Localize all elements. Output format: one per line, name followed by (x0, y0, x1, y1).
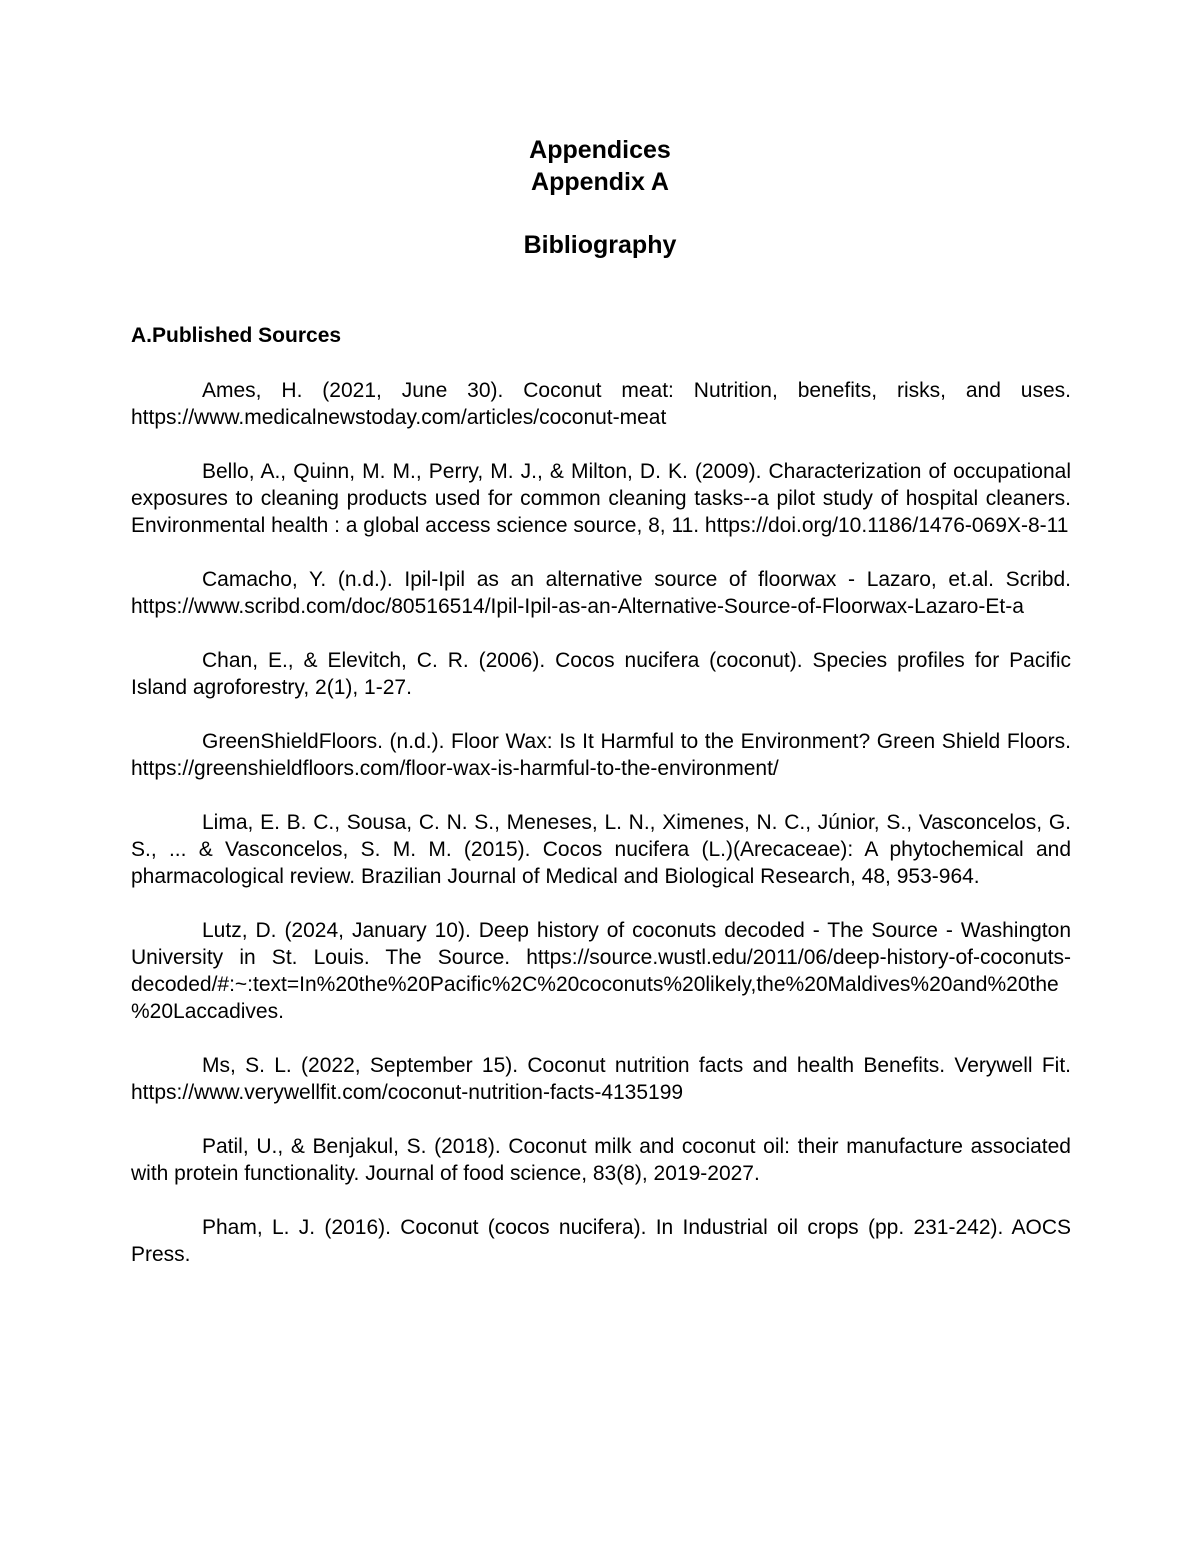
reference-list (131, 377, 1071, 1295)
page-title: Appendices (529, 136, 671, 164)
reference-entry: Chan, E., & Elevitch, C. R. (2006). Cocos nucifera (coconut). Species profiles for Pacific Island agroforestry, 2(1), 1-27. (131, 649, 1071, 699)
reference-entry: GreenShieldFloors. (n.d.). Floor Wax: Is It Harmful to the Environment? Green Shield Floors. https://greenshieldfloors.com/floor-wax-is-harmful-to-the-environment/ (131, 730, 1071, 780)
section-title: A.Published Sources (131, 324, 342, 347)
reference-entry: Lima, E. B. C., Sousa, C. N. S., Meneses, L. N., Ximenes, N. C., Júnior, S., Vasconcelos, G. S., ... & Vasconcelos, S. M. M. (2015). Cocos nucifera (L.)(Arecaceae): A phytochemical and pharmacological review. Brazilian Journal of Medical and Biological Research, 48, 953-964. (131, 811, 1071, 888)
reference-entry: Lutz, D. (2024, January 10). Deep history of coconuts decoded - The Source - Washington University in St. Louis. The Source. https://source.wustl.edu/2011/06/deep-history-of-coconuts-decoded/#:~:text=In%20the%20Pacific%2C%20coconuts%20likely,the%20Maldives%20and%20the%20Laccadives. (131, 919, 1071, 1023)
reference-entry: Camacho, Y. (n.d.). Ipil-Ipil as an alternative source of floorwax - Lazaro, et.al. Scribd. https://www.scribd.com/doc/80516514/Ipil-Ipil-as-an-Alternative-Source-of-Floorwax-Lazaro-Et-a (131, 568, 1071, 618)
appendix-label: Appendix A (531, 168, 669, 196)
bibliography-heading: Bibliography (523, 231, 677, 259)
reference-entry: Bello, A., Quinn, M. M., Perry, M. J., & Milton, D. K. (2009). Characterization of occupational exposures to cleaning products used for common cleaning tasks--a pilot study of hospital cleaners. Environmental health : a global access science source, 8, 11. https://doi.org/10.1186/1476-069X-8-11 (131, 460, 1071, 537)
reference-entry: Ms, S. L. (2022, September 15). Coconut nutrition facts and health Benefits. Verywell Fit. https://www.verywellfit.com/coconut-nutrition-facts-4135199 (131, 1054, 1071, 1104)
reference-entry: Patil, U., & Benjakul, S. (2018). Coconut milk and coconut oil: their manufacture associated with protein functionality. Journal of food science, 83(8), 2019-2027. (131, 1135, 1071, 1185)
reference-entry: Pham, L. J. (2016). Coconut (cocos nucifera). In Industrial oil crops (pp. 231-242). AOCS Press. (131, 1216, 1071, 1266)
reference-entry: Ames, H. (2021, June 30). Coconut meat: Nutrition, benefits, risks, and uses. https://www.medicalnewstoday.com/articles/coconut-meat (131, 379, 1071, 429)
